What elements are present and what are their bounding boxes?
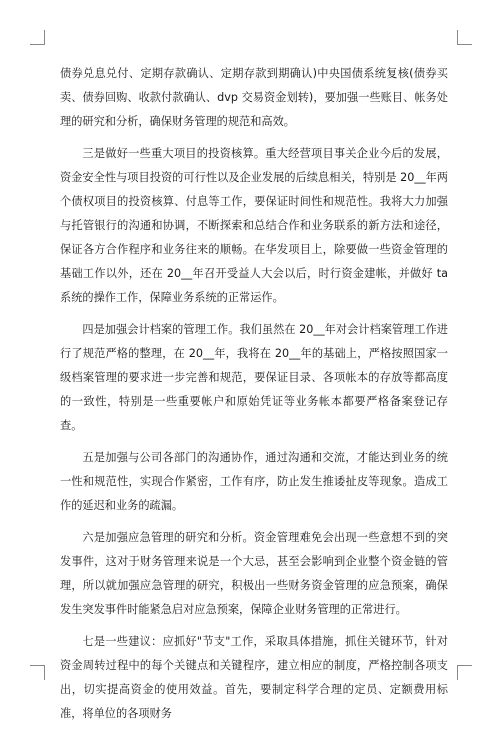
- crop-mark-bottom-left: [30, 665, 45, 680]
- crop-mark-top-left: [30, 30, 45, 45]
- crop-mark-bottom-right: [457, 665, 472, 680]
- document-body: [60, 62, 448, 734]
- crop-mark-top-right: [457, 30, 472, 45]
- paragraph-archive-management: 四是加强会计档案的管理工作。我们虽然在 20__年对会计档案管理工作进行了规范严格的整理，在 20__年，我将在 20__年的基础上，严格按照国家一级档案管理的要求进一步完善和规范，要保证目录、各项帐本的存放等都高度的一致性，特别是一些重要帐户和原始凭证等业务帐本都要严格备案登记存查。: [60, 323, 448, 432]
- paragraph-suggestions: 七是一些建议：应抓好"节支"工作，采取具体措施，抓住关键环节，针对资金周转过程中的每个关键点和关键程序，建立相应的制度，严格控制各项支出，切实提高资金的使用效益。首先，要制定科学合理的定员、定额费用标准，将单位的各项财务: [60, 635, 448, 720]
- paragraph-emergency-management: 六是加强应急管理的研究和分析。资金管理难免会出现一些意想不到的突发事件，这对于财务管理来说是一个大忌，甚至会影响到企业整个资金链的管理，所以就加强应急管理的研究，积极出一些财务资金管理的应急预案，确保发生突发事件时能紧急启对应急预案，保障企业财务管理的正常进行。: [60, 531, 448, 616]
- paragraph-department-coordination: 五是加强与公司各部门的沟通协作，通过沟通和交流，才能达到业务的统一性和规范性，实现合作紧密，工作有序，防止发生推诿扯皮等现象。造成工作的延迟和业务的疏漏。: [60, 451, 448, 512]
- paragraph-continued: 债券兑息兑付、定期存款确认、定期存款到期确认)中央国债系统复核(债券买卖、债券回购、收款付款确认、dvp 交易资金划转)，要加强一些账目、帐务处理的研究和分析，确保财务管理的规范和高效。: [60, 67, 448, 128]
- paragraph-project-accounting: 三是做好一些重大项目的投资核算。重大经营项目事关企业今后的发展，资金安全性与项目投资的可行性以及企业发展的后续息相关，特别是 20__年两个债权项目的投资核算、付息等工作，要保证时间性和规范性。我将大力加强与托管银行的沟通和协调，不断探索和总结合作和业务联系的新方法和途径，保证各方合作程序和业务往来的顺畅。在华发项目上，除要做一些资金管理的基础工作以外，还在 20__年召开受益人大会以后，时行资金建帐，并做好 ta 系统的操作工作，保障业务系统的正常运作。: [60, 147, 448, 304]
